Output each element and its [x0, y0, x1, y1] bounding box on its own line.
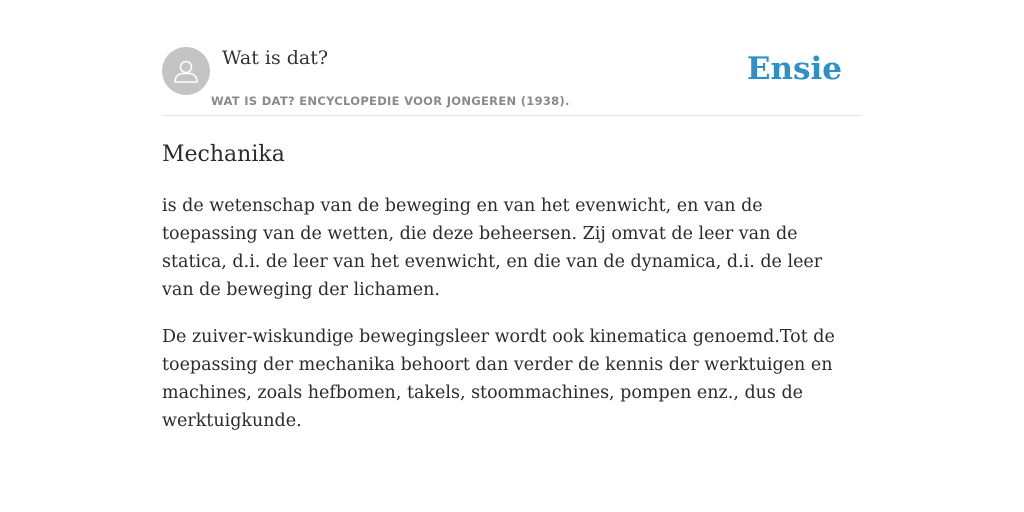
ensie-logo-link[interactable]: Ensie	[746, 51, 842, 87]
source-header	[162, 46, 862, 116]
avatar[interactable]	[162, 47, 210, 95]
source-title[interactable]: Wat is dat?	[222, 47, 329, 69]
article-paragraph: De zuiver-wiskundige bewegingsleer wordt ook kinematica genoemd.Tot de toepassing der mechanika behoort dan verder de kennis der werktuigen en machines, zoals hefbomen, takels, stoommachines, pompen enz., dus de werktuigkunde.	[162, 327, 835, 431]
article-title: Mechanika	[162, 142, 285, 167]
user-avatar-icon	[162, 47, 210, 95]
article-paragraph: is de wetenschap van de beweging en van het evenwicht, en van de toepassing van de wetten, die deze beheersen. Zij omvat de leer van de statica, d.i. de leer van het evenwicht, en die van de dynamica, d.i. de leer van de beweging der lichamen.	[162, 196, 823, 300]
article-body	[162, 192, 852, 454]
source-subtitle[interactable]: WAT IS DAT? ENCYCLOPEDIE VOOR JONGEREN (1938).	[211, 94, 570, 108]
